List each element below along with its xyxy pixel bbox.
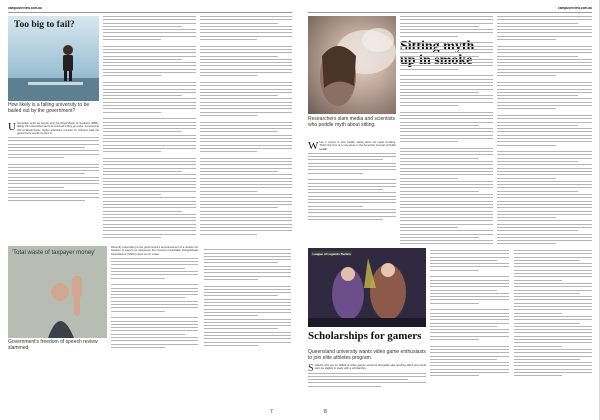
smoke-column-3 xyxy=(497,16,592,246)
tuition-body-text xyxy=(8,122,99,238)
running-head: campusreview.com.au xyxy=(558,6,592,10)
waste-headline: 'Total waste of taxpayer money' xyxy=(12,250,96,256)
smoke-body-text xyxy=(308,141,396,237)
waste-body-lines xyxy=(111,246,291,349)
gamers-dropcap: S xyxy=(308,364,314,374)
gamers-deck: Queensland university wants video game enthusiasts to join elite athletes program. xyxy=(308,349,426,361)
tuition-deck: How likely is a failing university to be bailed out by the government? xyxy=(8,102,90,114)
waste-photo xyxy=(8,246,107,338)
waste-lede: Recently responding to the government's announcement of a review into freedom of speech on campuses, the Council of Australian Postgraduate Associations (CAPA) came out on a tear. xyxy=(111,246,198,256)
man-with-hand-raised-image xyxy=(8,246,107,338)
page-number: 8 xyxy=(324,409,327,415)
waste-deck: Government's freedom of speech review slammed. xyxy=(8,339,98,351)
running-head: campusreview.com.au xyxy=(8,6,42,10)
header-rule xyxy=(308,12,592,13)
woman-exhaling-smoke-image xyxy=(308,16,396,114)
tuition-body-lines xyxy=(8,137,99,203)
smoke-photo xyxy=(308,16,396,114)
tuition-lede: niversities such as Lloyds and the Royal Bank of Scotland (RBS), failing UK universities won't be rescued if they go under. Announcing this at Westminster, higher education minister Jo Johnson said the government would not step in. xyxy=(16,122,99,135)
smoke-deck: Researchers slam media and scientists who peddle myth about sitting. xyxy=(308,116,395,128)
gamers-continued-text xyxy=(430,250,592,410)
gamers-body-lines xyxy=(308,373,426,387)
smoke-dropcap: W xyxy=(308,141,319,152)
smoke-body-lines xyxy=(308,153,396,220)
tuition-headline: Too big to fail? xyxy=(14,20,75,30)
gamers-body-text xyxy=(308,364,426,412)
gamers-photo xyxy=(308,248,426,327)
smoke-headline: Sitting myth up in smoke xyxy=(400,39,475,68)
tuition-column-3 xyxy=(200,16,292,242)
gamers-banner: League of Legends Tactics xyxy=(312,251,351,256)
gamers-headline: Scholarships for gamers xyxy=(308,330,422,342)
tuition-photo xyxy=(8,16,99,101)
smoke-lede: hen it comes to your health, sitting does not equal smoking. That's the crux of a new piece in the American Journal of Public Health. xyxy=(319,141,396,151)
header-rule xyxy=(8,12,292,13)
tuition-dropcap: U xyxy=(8,122,16,133)
waste-body-text xyxy=(111,246,291,411)
right-page xyxy=(300,0,600,420)
gamers-lede: tudents who are so skilled at video games would sit alongside elite sporting talent and could soon be eligible to study with a scholarship. xyxy=(314,364,426,371)
page-number: 7 xyxy=(270,409,273,415)
tuition-column-2 xyxy=(103,16,196,242)
smoke-column-2 xyxy=(400,16,493,246)
video-game-characters-image xyxy=(308,248,426,327)
